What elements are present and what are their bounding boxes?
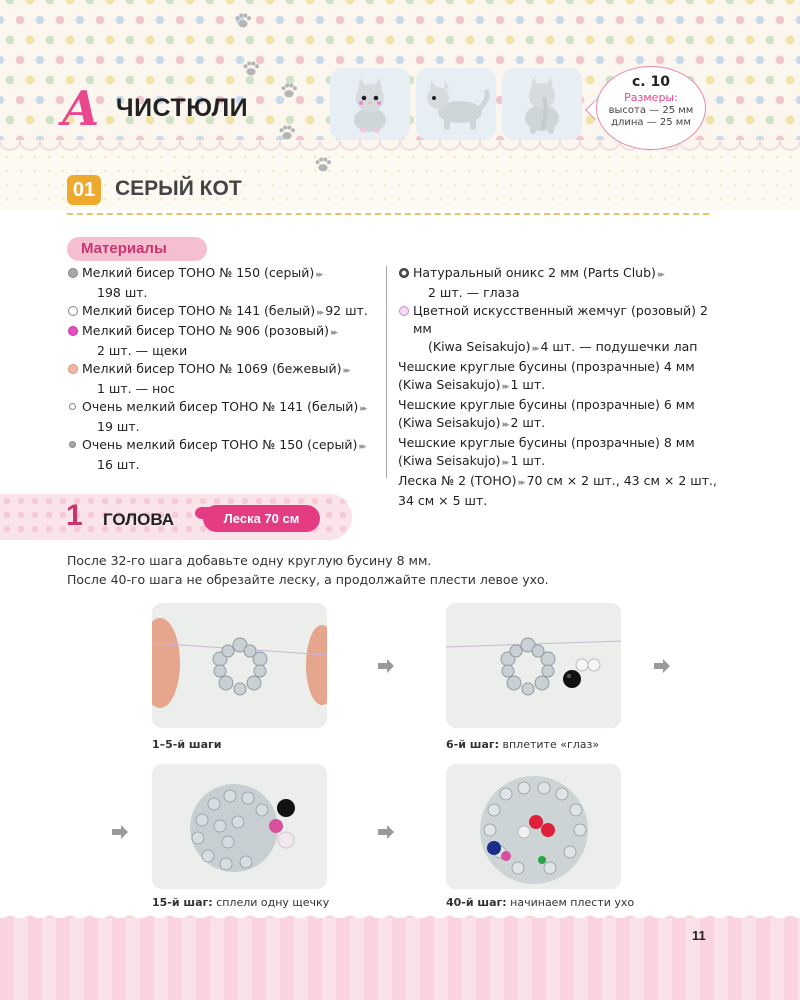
step-photo-4: [446, 764, 621, 889]
page-reference: с. 10: [632, 74, 670, 90]
material-text: Леска № 2 (ТОНО): [398, 473, 517, 488]
page-number: 11: [692, 928, 706, 943]
arrow-icon: ▸▸: [502, 420, 508, 430]
material-text: Натуральный оникс 2 мм (Parts Club): [413, 265, 656, 280]
caption-step: 6-й шаг:: [446, 738, 500, 751]
bead-gray-small-icon: [69, 441, 76, 448]
bead-white-icon: [68, 306, 78, 316]
material-qty: 2 шт. — глаза: [428, 285, 520, 300]
material-item: [398, 472, 718, 510]
arrow-right-icon: [110, 822, 130, 842]
photo-caption: [152, 896, 329, 909]
material-item: [398, 302, 718, 358]
bead-white-small-icon: [69, 403, 76, 410]
arrow-icon: ▸▸: [316, 270, 322, 280]
arrow-right-icon: [376, 822, 396, 842]
material-item: [67, 302, 377, 322]
material-text: Мелкий бисер ТОНО № 906 (розовый): [82, 323, 330, 338]
arrow-icon: ▸▸: [502, 382, 508, 392]
item-number-badge: 01: [67, 175, 101, 205]
arrow-right-icon: [652, 656, 672, 676]
arrow-right-icon: [376, 656, 396, 676]
materials-label: Материалы: [67, 237, 207, 261]
bead-gray-icon: [68, 268, 78, 278]
material-qty: 70 см × 2 шт., 43 см × 2 шт.,: [526, 473, 717, 488]
material-qty: 198 шт.: [97, 285, 148, 300]
material-item: [398, 396, 718, 434]
materials-list-right: [398, 264, 718, 510]
step-photo-1: [152, 603, 327, 728]
section-title: ЧИСТЮЛИ: [116, 94, 249, 122]
material-item: [67, 264, 377, 302]
caption-text: сплели одну щечку: [212, 896, 330, 909]
pearl-pink-icon: [399, 306, 409, 316]
material-source: (Kiwa Seisakujo): [428, 339, 531, 354]
arrow-icon: ▸▸: [657, 270, 663, 280]
material-qty: 1 шт. — нос: [97, 381, 175, 396]
material-qty-extra: 34 см × 5 шт.: [398, 493, 488, 508]
material-item: [398, 434, 718, 472]
paw-print-icon: [232, 10, 254, 32]
caption-text: вплетите «глаз»: [499, 738, 600, 751]
cat-photo-side: [416, 68, 496, 140]
material-text: Цветной искусственный жемчуг (розовый) 2 мм: [413, 303, 708, 336]
material-qty: 2 шт.: [510, 415, 546, 430]
instructions: [67, 551, 549, 589]
size-length: длина — 25 мм: [611, 117, 691, 128]
size-height: высота — 25 мм: [608, 105, 694, 116]
arrow-icon: ▸▸: [343, 366, 349, 376]
material-text: Мелкий бисер ТОНО № 150 (серый): [82, 265, 315, 280]
item-title: СЕРЫЙ КОТ: [115, 177, 242, 200]
material-item: [67, 360, 377, 398]
material-qty: 1 шт.: [510, 453, 546, 468]
caption-step: 15-й шаг:: [152, 896, 213, 909]
material-text: Чешские круглые бусины (прозрачные) 8 мм: [398, 435, 695, 450]
bead-pink-icon: [68, 326, 78, 336]
arrow-icon: ▸▸: [317, 308, 323, 318]
section-letter: A: [62, 81, 100, 137]
material-text: Чешские круглые бусины (прозрачные) 4 мм: [398, 359, 695, 374]
material-text: Чешские круглые бусины (прозрачные) 6 мм: [398, 397, 695, 412]
material-text: Мелкий бисер ТОНО № 1069 (бежевый): [82, 361, 342, 376]
caption-text: начинаем плести ухо: [506, 896, 635, 909]
material-text: Очень мелкий бисер ТОНО № 141 (белый): [82, 399, 359, 414]
materials-list-left: [67, 264, 377, 474]
line-length-pill: Леска 70 см: [203, 505, 320, 532]
paw-print-icon: [276, 122, 298, 144]
instruction-line: После 32-го шага добавьте одну круглую бусину 8 мм.: [67, 553, 432, 568]
cat-photo-back: [502, 68, 582, 140]
material-item: [67, 322, 377, 360]
material-item: [398, 264, 718, 302]
material-qty: 4 шт. — подушечки лап: [540, 339, 698, 354]
caption-step: 40-й шаг:: [446, 896, 507, 909]
material-qty: 19 шт.: [97, 419, 140, 434]
step-photo-3: [152, 764, 327, 889]
material-source: (Kiwa Seisakujo): [398, 453, 501, 468]
bead-beige-icon: [68, 364, 78, 374]
material-text: Очень мелкий бисер ТОНО № 150 (серый): [82, 437, 358, 452]
step-photo-2: [446, 603, 621, 728]
dashed-divider: [67, 213, 709, 215]
paw-print-icon: [240, 58, 262, 80]
column-divider: [386, 266, 387, 478]
arrow-icon: ▸▸: [502, 458, 508, 468]
arrow-icon: ▸▸: [331, 328, 337, 338]
arrow-icon: ▸▸: [518, 478, 524, 488]
material-source: (Kiwa Seisakujo): [398, 377, 501, 392]
paw-print-icon: [278, 80, 300, 102]
material-text: Мелкий бисер ТОНО № 141 (белый): [82, 303, 316, 318]
material-qty: 2 шт. — щеки: [97, 343, 188, 358]
step-title: ГОЛОВА: [103, 510, 175, 529]
material-qty: 1 шт.: [510, 377, 546, 392]
onyx-bead-icon: [399, 268, 409, 278]
paw-print-icon: [312, 154, 334, 176]
footer-band: [0, 918, 800, 1000]
arrow-icon: ▸▸: [532, 344, 538, 354]
size-bubble: [596, 66, 706, 150]
step-number: 1: [66, 499, 83, 532]
photo-caption: [446, 896, 634, 909]
material-qty: 92 шт.: [325, 303, 368, 318]
sizes-label: Размеры:: [624, 91, 678, 104]
material-item: [67, 398, 377, 436]
material-item: [398, 358, 718, 396]
arrow-icon: ▸▸: [359, 442, 365, 452]
photo-caption: [446, 738, 599, 751]
material-item: [67, 436, 377, 474]
cat-photo-front: [330, 68, 410, 140]
material-source: (Kiwa Seisakujo): [398, 415, 501, 430]
arrow-icon: ▸▸: [360, 404, 366, 414]
material-qty: 16 шт.: [97, 457, 140, 472]
instruction-line: После 40-го шага не обрезайте леску, а продолжайте плести левое ухо.: [67, 572, 549, 587]
caption-step: 1–5-й шаги: [152, 738, 222, 751]
photo-caption: [152, 738, 221, 751]
